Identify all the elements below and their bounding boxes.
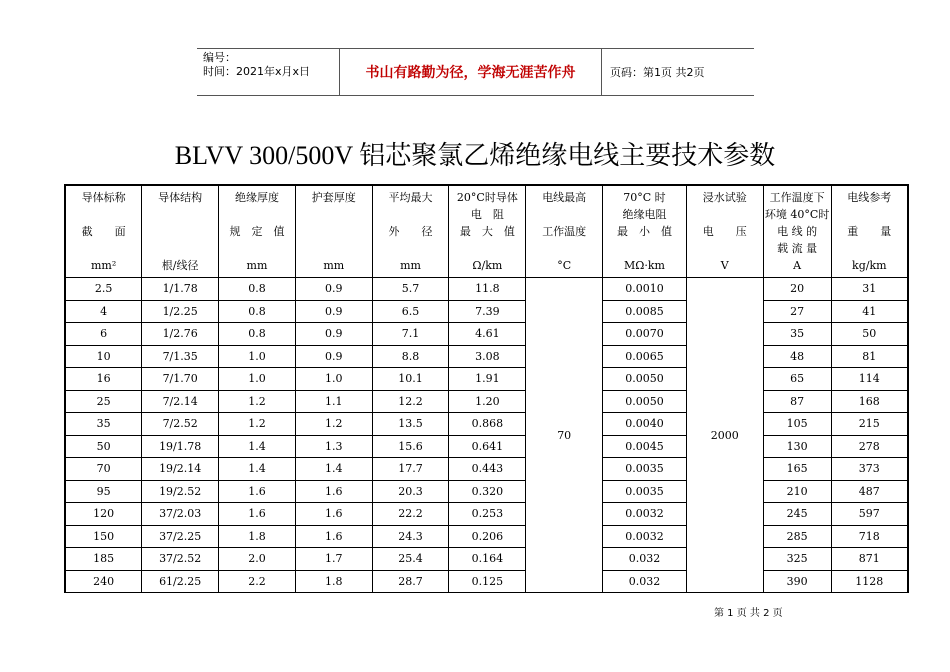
table-header-row (65, 185, 908, 278)
table-cell: 7.39 (449, 300, 526, 323)
spec-table (64, 184, 909, 593)
table-cell: 20.3 (372, 480, 449, 503)
table-cell: 0.0050 (603, 368, 687, 391)
table-cell: 1.6 (219, 480, 296, 503)
table-cell: 25.4 (372, 548, 449, 571)
column-header-line (526, 240, 602, 257)
column-header-line: MΩ·km (623, 259, 665, 272)
table-cell: 0.0035 (603, 480, 687, 503)
column-header-line (66, 206, 141, 223)
table-cell: 245 (763, 503, 831, 526)
table-cell: 390 (763, 570, 831, 593)
table-cell: 0.9 (295, 278, 372, 301)
column-header-line: V (720, 259, 729, 272)
table-cell: 0.443 (449, 458, 526, 481)
column-header-line (296, 206, 372, 223)
table-cell: 5.7 (372, 278, 449, 301)
column-header-line: 环境 40°C时 (764, 208, 830, 221)
table-cell: 0.0010 (603, 278, 687, 301)
table-row (65, 480, 908, 503)
table-cell: 1.0 (219, 345, 296, 368)
table-cell: 1.8 (219, 525, 296, 548)
table-cell: 48 (763, 345, 831, 368)
column-header (449, 185, 526, 278)
table-cell: 278 (831, 435, 908, 458)
table-cell: 61/2.25 (142, 570, 219, 593)
table-cell: 7.1 (372, 323, 449, 346)
table-cell: 1.0 (295, 368, 372, 391)
table-cell: 1.7 (295, 548, 372, 571)
column-header-line (373, 240, 449, 257)
table-row (65, 458, 908, 481)
table-cell: 0.0032 (603, 503, 687, 526)
table-cell: 1/2.25 (142, 300, 219, 323)
column-header-line (687, 240, 763, 257)
column-header-line: 根/线径 (161, 259, 199, 272)
table-cell: 13.5 (372, 413, 449, 436)
table-cell: 0.0085 (603, 300, 687, 323)
column-header (763, 185, 831, 278)
table-cell: 1.6 (295, 503, 372, 526)
table-cell: 81 (831, 345, 908, 368)
column-header-line: mm (246, 259, 268, 272)
table-cell: 15.6 (372, 435, 449, 458)
column-header-line: °C (557, 259, 572, 272)
table-cell: 3.08 (449, 345, 526, 368)
table-cell: 2.5 (65, 278, 142, 301)
column-header-line (142, 223, 218, 240)
table-cell: 215 (831, 413, 908, 436)
column-header-line: 重 量 (847, 225, 892, 238)
column-header-line: 电 阻 (470, 208, 504, 221)
column-header (372, 185, 449, 278)
table-cell: 2.2 (219, 570, 296, 593)
table-cell: 7/1.70 (142, 368, 219, 391)
table-cell: 50 (831, 323, 908, 346)
column-header-line: 工作温度下 (769, 191, 825, 204)
table-cell: 1.6 (219, 503, 296, 526)
document-title: BLVV 300/500V 铝芯聚氯乙烯绝缘电线主要技术参数 (174, 141, 776, 170)
table-cell: 1.2 (219, 413, 296, 436)
column-header-line: 最 大 值 (459, 225, 515, 238)
column-header-line (449, 240, 525, 257)
table-cell: 0.125 (449, 570, 526, 593)
table-cell: 0.0040 (603, 413, 687, 436)
table-row (65, 345, 908, 368)
table-cell: 1.2 (219, 390, 296, 413)
column-header-line: kg/km (852, 259, 887, 272)
table-cell: 0.8 (219, 323, 296, 346)
table-cell: 325 (763, 548, 831, 571)
table-cell: 65 (763, 368, 831, 391)
table-row (65, 278, 908, 301)
table-cell: 105 (763, 413, 831, 436)
table-cell: 1.4 (219, 435, 296, 458)
column-header-line: mm (323, 259, 345, 272)
table-cell: 1.1 (295, 390, 372, 413)
table-cell: 19/2.14 (142, 458, 219, 481)
table-cell: 1.8 (295, 570, 372, 593)
column-header-line (142, 240, 218, 257)
table-cell: 0.032 (603, 548, 687, 571)
table-row (65, 525, 908, 548)
column-header-line (373, 206, 449, 223)
table-row (65, 300, 908, 323)
table-cell: 19/2.52 (142, 480, 219, 503)
table-cell: 0.320 (449, 480, 526, 503)
column-header-line (526, 206, 602, 223)
column-header-line (66, 240, 141, 257)
table-cell: 0.0035 (603, 458, 687, 481)
table-cell: 2.0 (219, 548, 296, 571)
column-header-line: A (793, 259, 802, 272)
column-header-line: 电 压 (702, 225, 747, 238)
table-cell: 0.253 (449, 503, 526, 526)
table-cell: 37/2.25 (142, 525, 219, 548)
header-page-code: 页码：第1页 共2页 (610, 66, 705, 79)
table-cell: 12.2 (372, 390, 449, 413)
table-cell: 16 (65, 368, 142, 391)
table-cell: 114 (831, 368, 908, 391)
column-header-line: 20°C时导体 (456, 191, 518, 204)
table-cell: 50 (65, 435, 142, 458)
table-cell: 1/1.78 (142, 278, 219, 301)
table-cell: 11.8 (449, 278, 526, 301)
page-footer: 第 1 页 共 2 页 (714, 608, 783, 619)
table-cell: 0.641 (449, 435, 526, 458)
merged-temperature-cell: 70 (526, 278, 603, 593)
column-header-line: mm² (91, 259, 117, 272)
column-header-line: 电 线 的 (777, 225, 818, 238)
table-row (65, 390, 908, 413)
table-cell: 120 (65, 503, 142, 526)
table-cell: 37/2.52 (142, 548, 219, 571)
column-header-line: 最 小 值 (616, 225, 672, 238)
column-header-line (296, 223, 372, 240)
table-cell: 87 (763, 390, 831, 413)
table-cell: 0.8 (219, 300, 296, 323)
table-cell: 0.9 (295, 323, 372, 346)
table-cell: 1/2.76 (142, 323, 219, 346)
table-row (65, 548, 908, 571)
table-cell: 10 (65, 345, 142, 368)
table-cell: 718 (831, 525, 908, 548)
table-cell: 6 (65, 323, 142, 346)
column-header-line (142, 206, 218, 223)
table-cell: 31 (831, 278, 908, 301)
table-cell: 35 (763, 323, 831, 346)
table-cell: 1.91 (449, 368, 526, 391)
table-row (65, 323, 908, 346)
table-cell: 210 (763, 480, 831, 503)
table-cell: 25 (65, 390, 142, 413)
table-cell: 240 (65, 570, 142, 593)
table-cell: 1.6 (295, 480, 372, 503)
table-cell: 70 (65, 458, 142, 481)
table-cell: 0.9 (295, 345, 372, 368)
table-cell: 150 (65, 525, 142, 548)
column-header-line (687, 206, 763, 223)
table-cell: 7/2.52 (142, 413, 219, 436)
number-label: 编号： (203, 51, 236, 64)
table-row (65, 435, 908, 458)
table-cell: 28.7 (372, 570, 449, 593)
table-cell: 19/1.78 (142, 435, 219, 458)
table-cell: 1.20 (449, 390, 526, 413)
header-motto: 书山有路勤为径，学海无涯苦作舟 (340, 49, 602, 95)
table-cell: 0.0070 (603, 323, 687, 346)
column-header-line (603, 240, 686, 257)
column-header (831, 185, 908, 278)
column-header (686, 185, 763, 278)
column-header-line: 截 面 (81, 225, 126, 238)
column-header-line (296, 240, 372, 257)
table-cell: 1.6 (295, 525, 372, 548)
table-cell: 185 (65, 548, 142, 571)
table-cell: 1.3 (295, 435, 372, 458)
table-row (65, 570, 908, 593)
table-cell: 8.8 (372, 345, 449, 368)
header-meta (197, 49, 340, 95)
table-cell: 0.0050 (603, 390, 687, 413)
table-cell: 7/1.35 (142, 345, 219, 368)
table-cell: 4 (65, 300, 142, 323)
column-header-line (832, 206, 907, 223)
table-cell: 0.0045 (603, 435, 687, 458)
table-cell: 27 (763, 300, 831, 323)
column-header-line (832, 240, 907, 257)
column-header-line: Ω/km (472, 259, 503, 272)
table-cell: 0.0065 (603, 345, 687, 368)
table-cell: 22.2 (372, 503, 449, 526)
column-header-line: 护套厚度 (311, 191, 356, 204)
column-header-line: mm (400, 259, 421, 272)
column-header-line: 70°C 时 (623, 191, 666, 204)
column-header-line: 浸水试验 (702, 191, 747, 204)
table-body (65, 278, 908, 593)
table-cell: 0.206 (449, 525, 526, 548)
table-cell: 95 (65, 480, 142, 503)
column-header (526, 185, 603, 278)
table-row (65, 413, 908, 436)
table-row (65, 368, 908, 391)
table-cell: 0.0032 (603, 525, 687, 548)
column-header-line: 电线最高 (542, 191, 587, 204)
table-cell: 285 (763, 525, 831, 548)
table-cell: 373 (831, 458, 908, 481)
table-cell: 871 (831, 548, 908, 571)
column-header-line (219, 240, 295, 257)
table-cell: 0.8 (219, 278, 296, 301)
column-header (65, 185, 142, 278)
table-cell: 165 (763, 458, 831, 481)
table-cell: 1.4 (219, 458, 296, 481)
table-cell: 4.61 (449, 323, 526, 346)
column-header (219, 185, 296, 278)
column-header (142, 185, 219, 278)
table-cell: 37/2.03 (142, 503, 219, 526)
table-cell: 0.032 (603, 570, 687, 593)
column-header-line: 导体结构 (158, 191, 203, 204)
table-cell: 1128 (831, 570, 908, 593)
table-row (65, 503, 908, 526)
time-label: 时间：2021年x月x日 (203, 65, 311, 78)
column-header-line: 导体标称 (81, 191, 126, 204)
table-cell: 7/2.14 (142, 390, 219, 413)
table-cell: 0.868 (449, 413, 526, 436)
column-header-line: 工作温度 (542, 225, 587, 238)
table-cell: 35 (65, 413, 142, 436)
merged-voltage-cell: 2000 (686, 278, 763, 593)
table-cell: 0.9 (295, 300, 372, 323)
column-header-line: 规 定 值 (229, 225, 285, 238)
column-header (295, 185, 372, 278)
table-cell: 6.5 (372, 300, 449, 323)
column-header-line: 绝缘厚度 (234, 191, 279, 204)
table-cell: 0.164 (449, 548, 526, 571)
table-cell: 130 (763, 435, 831, 458)
table-cell: 41 (831, 300, 908, 323)
table-cell: 17.7 (372, 458, 449, 481)
table-cell: 24.3 (372, 525, 449, 548)
column-header (603, 185, 687, 278)
table-cell: 168 (831, 390, 908, 413)
column-header-line (219, 206, 295, 223)
table-cell: 487 (831, 480, 908, 503)
table-cell: 1.2 (295, 413, 372, 436)
table-cell: 1.0 (219, 368, 296, 391)
table-cell: 597 (831, 503, 908, 526)
column-header-line: 外 径 (388, 225, 433, 238)
table-cell: 1.4 (295, 458, 372, 481)
table-cell: 20 (763, 278, 831, 301)
column-header-line: 电线参考 (847, 191, 892, 204)
column-header-line: 绝缘电阻 (622, 208, 667, 221)
page-header (197, 48, 754, 96)
column-header-line: 载 流 量 (777, 242, 818, 255)
column-header-line: 平均最大 (388, 191, 433, 204)
table-cell: 10.1 (372, 368, 449, 391)
